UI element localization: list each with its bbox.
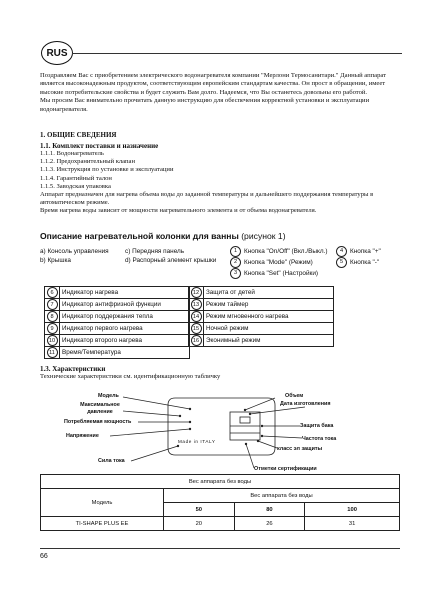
weight-cell: 26 bbox=[234, 517, 305, 531]
number-circle: 5 bbox=[336, 257, 347, 268]
label-frequency: Частота тока bbox=[302, 436, 337, 442]
leader-date bbox=[250, 407, 305, 414]
page-number: 66 bbox=[40, 553, 48, 560]
table-row: 13 Режим таймер bbox=[189, 299, 334, 311]
button-item-5: 5 Кнопка "-" bbox=[336, 257, 381, 268]
label-model: Модель bbox=[98, 393, 119, 399]
button-item-4: 4 Кнопка "+" bbox=[336, 246, 381, 257]
leader-max-pressure bbox=[123, 411, 180, 416]
label-manufacture-date: Дата изготовления bbox=[280, 401, 331, 407]
section-title: 1. ОБЩИЕ СВЕДЕНИЯ bbox=[40, 131, 117, 139]
list-item: 1.1.2. Предохранительный клапан bbox=[40, 158, 136, 166]
list-item: 1.1.1. Водонагреватель bbox=[40, 150, 104, 157]
label-power: Потребляемая мощность bbox=[64, 419, 132, 425]
plate-text: Made in ITALY bbox=[178, 439, 216, 444]
list-item: 1.1.5. Заводская упаковка bbox=[40, 182, 111, 190]
weight-cell: 20 bbox=[164, 517, 235, 531]
button-item-1: 1 Кнопка "On/Off" (Вкл./Выкл.) bbox=[230, 246, 327, 257]
table-row: 6 Индикатор нагрева bbox=[45, 287, 190, 299]
table-row: 8 Индикатор поддержания тепла bbox=[45, 311, 190, 323]
label-current: Сила тока bbox=[98, 458, 125, 464]
intro-paragraph-1: Поздравляем Вас с приобретением электрического водонагревателя компании "Мерлони Термосанитари." Данный аппарат является высоконадежным продуктом, соответствующим европейским стандартам качества. Он прост в обращении, имеет высокие потребительские свойства и будет служить Вам долго. Надеемся, что Вы останетесь довольны его работой. bbox=[40, 72, 386, 96]
button-item-3: 3 Кнопка "Set" (Настройки) bbox=[230, 268, 327, 279]
label-protection-class: класс эл защиты bbox=[277, 446, 323, 452]
table-row bbox=[41, 475, 400, 489]
number-circle: 1 bbox=[230, 246, 241, 257]
table-row: 16 Эконимный режим bbox=[189, 335, 334, 347]
table-row: 10 Индикатор второго нагрева bbox=[45, 335, 190, 347]
purpose-text: Аппарат предназначен для нагрева объема воды до заданной температуры и дальнейшего поддержания температуры в автоматическом режиме. bbox=[40, 191, 374, 207]
leader-frequency bbox=[262, 436, 302, 438]
part-c: c) Передняя панель bbox=[125, 248, 185, 255]
number-circle: 3 bbox=[230, 268, 241, 279]
volume-cell: 100 bbox=[305, 503, 400, 517]
number-circle: 4 bbox=[336, 246, 347, 257]
plate-outline bbox=[168, 398, 275, 455]
number-circle: 2 bbox=[230, 257, 241, 268]
table-row: 11 Время/Температура bbox=[45, 347, 190, 359]
volume-cell: 80 bbox=[234, 503, 305, 517]
label-voltage: Напряжение bbox=[66, 433, 99, 439]
list-item: 1.1.3. Инструкция по установке и эксплуатации bbox=[40, 166, 174, 174]
leader-certification bbox=[246, 444, 254, 468]
label-certification-mark: Отметки сертификации bbox=[254, 466, 317, 472]
section-subtitle: 1.1. Комплект поставки и назначение bbox=[40, 142, 159, 150]
leader-model bbox=[123, 397, 190, 409]
button-item-2: 2 Кнопка "Mode" (Режим) bbox=[230, 257, 327, 268]
weights-subheader: Вес аппарата без воды bbox=[164, 489, 400, 503]
part-a: a) Консоль управления bbox=[40, 248, 109, 255]
table-row: 14 Режим мгновенного нагрева bbox=[189, 311, 334, 323]
leader-protection-class bbox=[258, 441, 277, 448]
list-item: 1.1.4. Гарантийный талон bbox=[40, 174, 112, 182]
leader-volume bbox=[245, 398, 275, 410]
table-row: 12 Защита от детей bbox=[189, 287, 334, 299]
description-title-bold: Описание нагревательной колонки для ванны bbox=[40, 231, 239, 241]
ce-mark bbox=[240, 417, 250, 423]
label-tank-protection: Защита бака bbox=[300, 423, 334, 429]
leader-voltage bbox=[110, 429, 190, 436]
table-row: 7 Индикатор антифризной функции bbox=[45, 299, 190, 311]
leader-current bbox=[131, 446, 178, 461]
intro-paragraph-2: Мы просим Вас внимательно прочитать данную инструкцию для обеспечения корректной установки и эксплуатации водонагревателя. bbox=[40, 97, 370, 113]
volume-cell: 50 bbox=[164, 503, 235, 517]
heating-time-text: Время нагрева воды зависит от мощности нагревательного элемента и от объема водонагревателя. bbox=[40, 207, 317, 215]
characteristics-title: 1.3. Характеристики bbox=[40, 365, 106, 373]
table-row: 15 Ночной режим bbox=[189, 323, 334, 335]
part-b: b) Крышка bbox=[40, 257, 71, 264]
language-badge: RUS bbox=[41, 41, 73, 65]
table-row: 9 Индикатор первого нагрева bbox=[45, 323, 190, 335]
table-row bbox=[41, 517, 400, 531]
footer-rule bbox=[40, 548, 400, 549]
model-name: TI-SHAPE PLUS EE bbox=[41, 517, 164, 531]
description-title-normal: (рисунок 1) bbox=[238, 231, 286, 241]
table-row bbox=[41, 489, 400, 503]
weight-cell: 31 bbox=[305, 517, 400, 531]
part-d: d) Распорный элемент крышки bbox=[125, 257, 217, 264]
weights-table bbox=[40, 474, 400, 531]
weights-header: Вес аппарата без воды bbox=[41, 475, 400, 489]
label-volume: Объем bbox=[285, 393, 304, 399]
label-max-pressure: Максимальное давление bbox=[80, 402, 120, 415]
characteristics-text: Технические характеристики см. идентификационную табличку bbox=[40, 373, 221, 381]
model-label: Модель bbox=[41, 489, 164, 517]
